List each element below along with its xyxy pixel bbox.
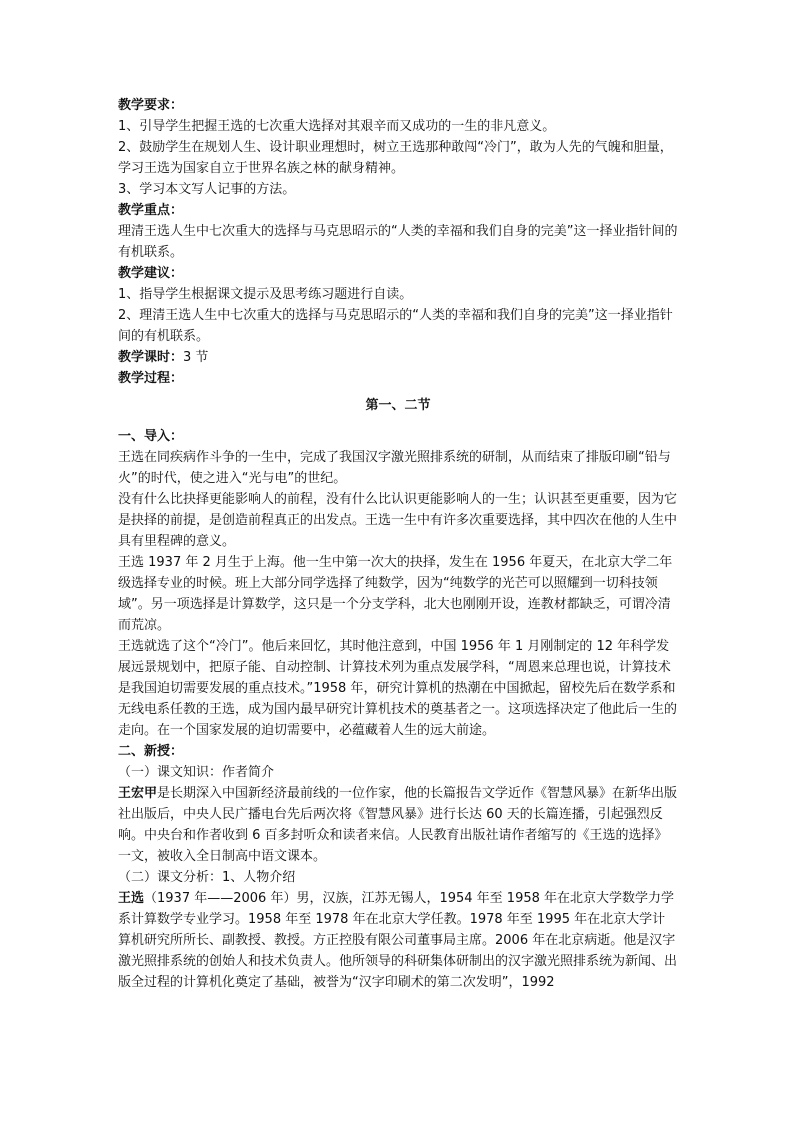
person-name: 王选 [118, 891, 145, 906]
sub-heading-author: （一）课文知识：作者简介 [118, 765, 275, 780]
author-paragraph [118, 783, 678, 867]
suggestions-heading: 教学建议： [118, 266, 184, 281]
requirement-item-3: 3、学习本文写人记事的方法。 [118, 182, 296, 197]
hours-line [118, 347, 678, 368]
intro-paragraph-2: 没有什么比抉择更能影响人的前程，没有什么比认识更能影响人的一生；认识甚至更重要，因为它是抉择的前提，是创造前程真正的出发点。王选一生中有许多次重要选择，其中四次在他的人生中具有里程碑的意义。 [118, 492, 678, 549]
key-points-heading: 教学重点： [118, 203, 184, 218]
person-text: （1937 年——2006 年）男，汉族，江苏无锡人，1954 年至 1958 年在北京大学数学力学系计算数学专业学习。1958 年至 1978 年在北京大学任教。1978 年至 1995 年在北京大学计算机研究所所长、副教授、教授。方正控股有限公司董事局主席。2006 年在北京病逝。他是汉字激光照排系统的创始人和技术负责人。他所领导的科研集体研制出的汉字激光照排系统为新闻、出版全过程的计算机化奠定了基础，被誉为“汉字印刷术的第二次发明”，1992 [118, 891, 678, 990]
person-paragraph [118, 888, 678, 993]
author-text: 是长期深入中国新经济最前线的一位作家，他的长篇报告文学近作《智慧风暴》在新华出版社出版后，中央人民广播电台先后两次将《智慧风暴》进行长达 60 天的长篇连播，引起强烈反响。中央台和作者收到 6 百多封听众和读者来信。人民教育出版社请作者缩写的《王选的选择》一文，被收入全日制高中语文课本。 [118, 786, 678, 864]
requirement-item-1: 1、引导学生把握王选的七次重大选择对其艰辛而又成功的一生的非凡意义。 [118, 119, 556, 134]
hours-heading: 教学课时： [118, 350, 184, 365]
author-name: 王宏甲 [118, 786, 158, 801]
suggestion-item-2: 2、理清王选人生中七次重大的选择与马克思昭示的“人类的幸福和我们自身的完美”这一择业指针间的有机联系。 [118, 308, 673, 344]
process-heading: 教学过程： [118, 371, 184, 386]
key-points-text: 理清王选人生中七次重大的选择与马克思昭示的“人类的幸福和我们自身的完美”这一择业指针间的有机联系。 [118, 224, 678, 260]
document-page [118, 95, 678, 993]
new-lesson-heading: 二、新授： [118, 744, 184, 759]
requirements-heading: 教学要求： [118, 98, 184, 113]
suggestion-item-1: 1、指导学生根据课文提示及思考练习题进行自读。 [118, 287, 413, 302]
section-title: 第一、二节 [365, 398, 431, 413]
requirement-item-2: 2、鼓励学生在规划人生、设计职业理想时，树立王选那种敢闯“冷门”，敢为人先的气魄和胆量，学习王选为国家自立于世界名族之林的献身精神。 [118, 140, 673, 176]
intro-paragraph-3: 王选 1937 年 2 月生于上海。他一生中第一次大的抉择，发生在 1956 年夏天，在北京大学二年级选择专业的时候。班上大部分同学选择了纯数学，因为“纯数学的光芒可以照耀到一切科技领域”。另一项选择是计算数学，这只是一个分支学科，北大也刚刚开设，连教材都缺乏，可谓冷清而荒凉。 [118, 555, 673, 633]
intro-paragraph-4: 王选就选了这个“冷门”。他后来回忆，其时他注意到，中国 1956 年 1 月刚制定的 12 年科学发展远景规划中，把原子能、自动控制、计算技术列为重点发展学科，“周恩来总理也说，计算技术是我国迫切需要发展的重点技术。”1958 年，研究计算机的热潮在中国掀起，留校先后在数学系和无线电系任教的王选，成为国内最早研究计算机技术的奠基者之一。这项选择决定了他此后一生的走向。在一个国家发展的迫切需要中，必蕴藏着人生的远大前途。 [118, 639, 678, 738]
intro-paragraph-1: 王选在同疾病作斗争的一生中，完成了我国汉字激光照排系统的研制，从而结束了排版印刷“铅与火”的时代，使之进入“光与电”的世纪。 [118, 450, 671, 486]
intro-heading: 一、导入： [118, 429, 184, 444]
hours-value: 3 节 [183, 350, 209, 365]
sub-heading-analysis: （二）课文分析：1、人物介绍 [118, 870, 296, 885]
